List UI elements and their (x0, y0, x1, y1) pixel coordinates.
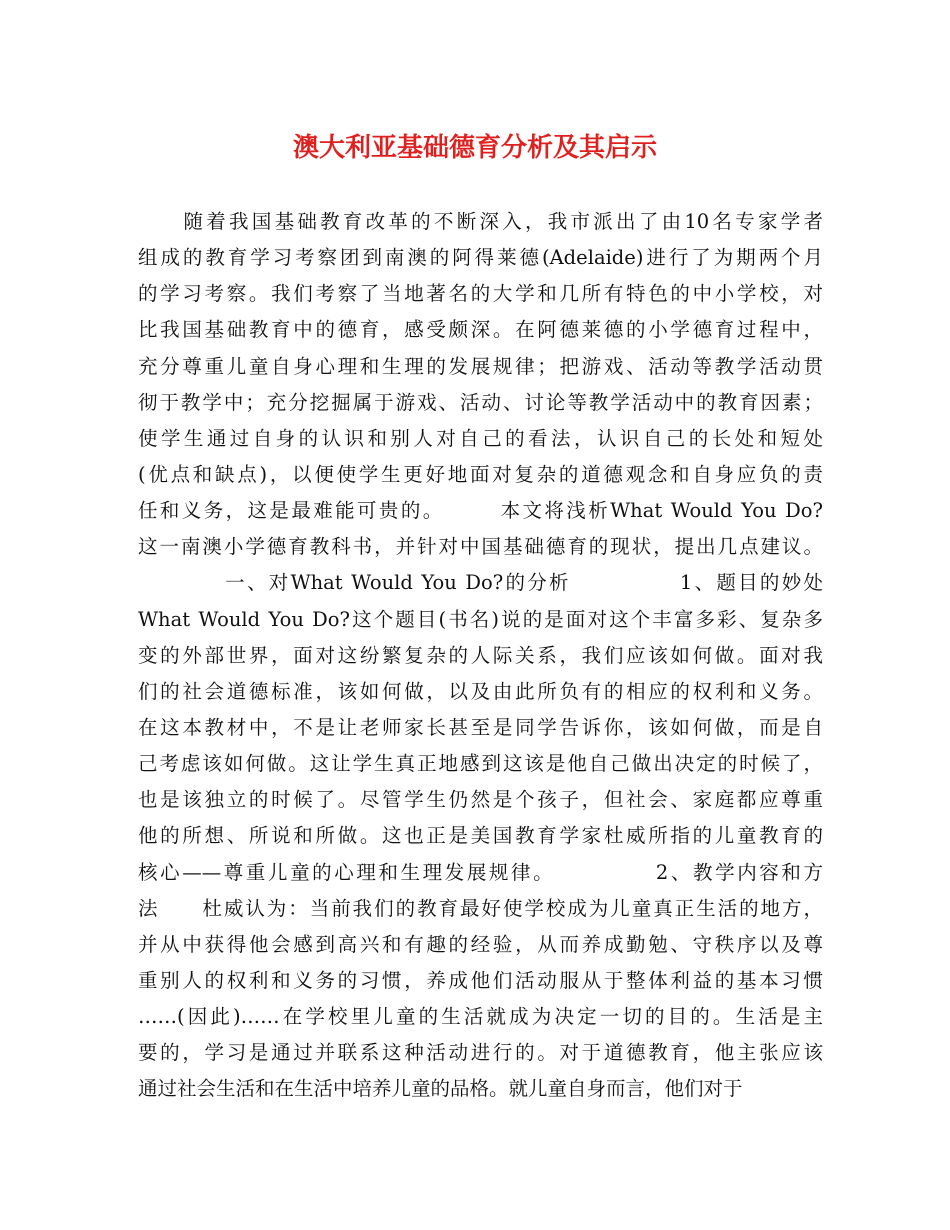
body-line: 并从中获得他会感到高兴和有趣的经验，从而养成勤勉、守秩序以及尊 (138, 932, 823, 956)
body-line: (优点和缺点)，以便使学生更好地面对复杂的道德观念和自身应负的责 (138, 462, 823, 486)
body-line: 法 杜威认为：当前我们的教育最好使学校成为儿童真正生活的地方， (138, 896, 823, 920)
body-line: 己考虑该如何做。这让学生真正地感到这该是他自己做出决定的时候了， (138, 752, 823, 776)
body-line: 核心——尊重儿童的心理和生理发展规律。 2、教学内容和方 (138, 860, 823, 884)
body-line: 也是该独立的时候了。尽管学生仍然是个孩子，但社会、家庭都应尊重 (138, 788, 823, 812)
document-title: 澳大利亚基础德育分析及其启示 (292, 133, 657, 163)
body-line: 重别人的权利和义务的习惯，养成他们活动服从于整体利益的基本习惯 (138, 968, 823, 992)
body-line: 们的社会道德标准，该如何做，以及由此所负有的相应的权利和义务。 (138, 679, 823, 703)
body-line: What Would You Do?这个题目(书名)说的是面对这个丰富多彩、复杂多 (138, 607, 823, 631)
body-line: 在这本教材中，不是让老师家长甚至是同学告诉你，该如何做，而是自 (138, 715, 823, 739)
body-line: 变的外部世界，面对这纷繁复杂的人际关系，我们应该如何做。面对我 (138, 643, 823, 667)
body-line: 一、对What Would You Do?的分析 1、题目的妙处 (138, 571, 823, 595)
body-line: 任和义务，这是最难能可贵的。 本文将浅析What Would You Do? (138, 499, 823, 523)
body-line: 组成的教育学习考察团到南澳的阿得莱德(Adelaide)进行了为期两个月 (138, 246, 823, 270)
body-line: 要的，学习是通过并联系这种活动进行的。对于道德教育，他主张应该 (138, 1041, 823, 1065)
document-body (138, 204, 823, 1108)
body-line: 比我国基础教育中的德育，感受颇深。在阿德莱德的小学德育过程中， (138, 318, 823, 342)
body-line: 充分尊重儿童自身心理和生理的发展规律；把游戏、活动等教学活动贯 (138, 354, 823, 378)
body-line: 他的所想、所说和所做。这也正是美国教育学家杜威所指的儿童教育的 (138, 824, 823, 848)
body-line: 彻于教学中；充分挖掘属于游戏、活动、讨论等教学活动中的教育因素； (138, 390, 823, 414)
body-line: 这一南澳小学德育教科书，并针对中国基础德育的现状，提出几点建议。 (138, 535, 823, 559)
body-line: 通过社会生活和在生活中培养儿童的品格。就儿童自身而言，他们对于 (138, 1077, 743, 1101)
body-line: 随着我国基础教育改革的不断深入，我市派出了由10名专家学者 (138, 210, 823, 233)
body-line: ……(因此)……在学校里儿童的生活就成为决定一切的目的。生活是主 (138, 1005, 823, 1029)
body-line: 使学生通过自身的认识和别人对自己的看法，认识自己的长处和短处 (138, 426, 823, 450)
body-line: 的学习考察。我们考察了当地著名的大学和几所有特色的中小学校，对 (138, 282, 823, 306)
